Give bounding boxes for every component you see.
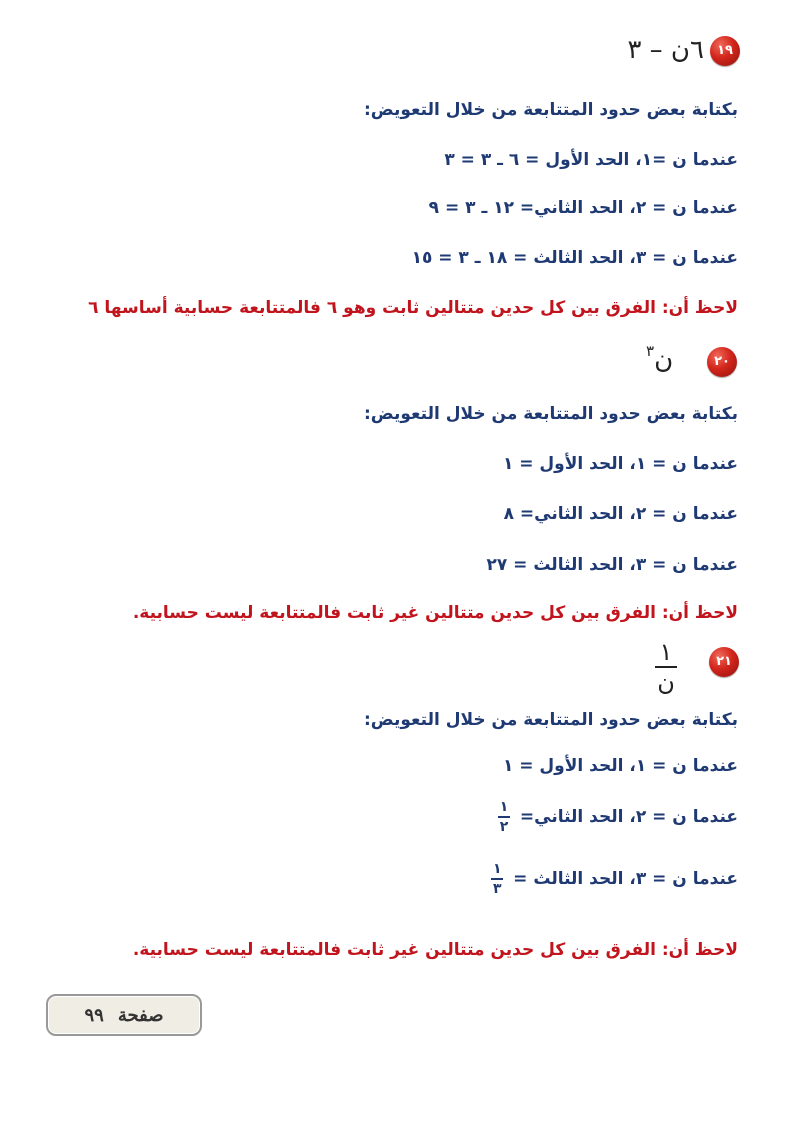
fraction-denominator: ٢ bbox=[499, 819, 509, 835]
term-line: عندما ن =١، الحد الأول = ٦ ـ ٣ = ٣ bbox=[444, 150, 738, 170]
fraction-numerator: ١ bbox=[659, 638, 673, 666]
term-line: عندما ن = ٢، الحد الثاني= ١٢ ـ ٣ = ٩ bbox=[428, 198, 738, 218]
fraction-denominator: ن bbox=[657, 668, 675, 696]
term-line bbox=[487, 862, 738, 896]
term-line: عندما ن = ٣، الحد الثالث = ٢٧ bbox=[486, 555, 738, 575]
observation-note: لاحظ أن: الفرق بين كل حدين متتالين غير ثابت فالمتتابعة ليست حسابية. bbox=[132, 940, 738, 960]
expression-base: ن bbox=[654, 345, 674, 375]
term-text: عندما ن = ٣، الحد الثالث = bbox=[513, 869, 738, 889]
substitution-intro: بكتابة بعض حدود المتتابعة من خلال التعويض: bbox=[364, 404, 738, 424]
term-line: عندما ن = ١، الحد الأول = ١ bbox=[502, 756, 738, 776]
page-number: ٩٩ bbox=[84, 1004, 104, 1026]
term-fraction bbox=[491, 862, 503, 896]
page-number-box bbox=[46, 994, 202, 1036]
fraction-bar bbox=[491, 878, 503, 880]
problem-number-badge: ٢٠ bbox=[707, 347, 737, 377]
fraction-numerator: ١ bbox=[499, 799, 509, 815]
fraction-numerator: ١ bbox=[492, 861, 502, 877]
observation-note: لاحظ أن: الفرق بين كل حدين متتالين غير ثابت فالمتتابعة ليست حسابية. bbox=[132, 603, 738, 623]
term-text: عندما ن = ٢، الحد الثاني= bbox=[519, 807, 738, 827]
fraction-denominator: ٣ bbox=[492, 881, 502, 897]
page-label: صفحة bbox=[117, 1004, 164, 1026]
term-fraction bbox=[498, 800, 510, 834]
fraction-bar bbox=[498, 816, 510, 818]
substitution-intro: بكتابة بعض حدود المتتابعة من خلال التعويض: bbox=[364, 710, 738, 730]
expression-exponent: ٣ bbox=[646, 342, 655, 360]
substitution-intro: بكتابة بعض حدود المتتابعة من خلال التعويض: bbox=[364, 100, 738, 120]
observation-note: لاحظ أن: الفرق بين كل حدين متتالين ثابت وهو ٦ فالمتتابعة حسابية أساسها ٦ bbox=[88, 298, 738, 318]
term-line: عندما ن = ١، الحد الأول = ١ bbox=[502, 454, 738, 474]
term-line: عندما ن = ٢، الحد الثاني= ٨ bbox=[503, 504, 738, 524]
problem-expression bbox=[646, 342, 673, 375]
problem-number-badge: ٢١ bbox=[709, 647, 739, 677]
problem-expression-fraction bbox=[655, 640, 677, 694]
term-line: عندما ن = ٣، الحد الثالث = ١٨ ـ ٣ = ١٥ bbox=[411, 248, 738, 268]
problem-number-badge: ١٩ bbox=[710, 36, 740, 66]
problem-expression: ٦ن – ٣ bbox=[627, 35, 704, 65]
term-line bbox=[494, 800, 738, 834]
